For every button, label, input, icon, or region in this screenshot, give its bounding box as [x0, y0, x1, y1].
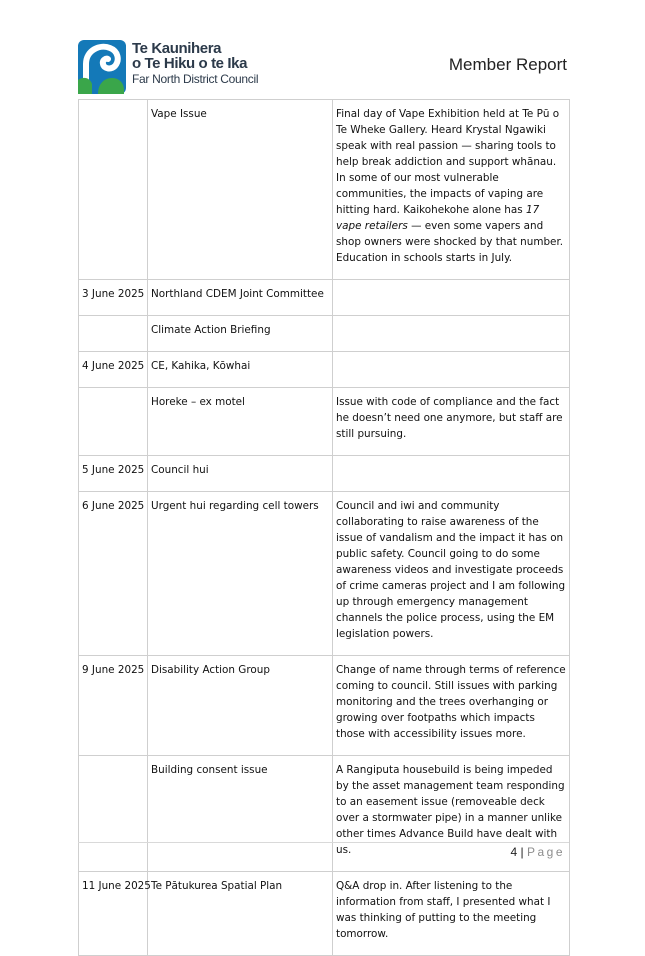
row-notes-emphasis: 17 vape retailers — [336, 204, 540, 232]
row-notes: A Rangiputa housebuild is being impeded by the asset management team responding to an easement issue (removeable deck over a stormwater pipe) in a manner unlike other times Advance Build have dealt with us. — [333, 756, 570, 872]
table-row — [79, 756, 570, 872]
row-item: Climate Action Briefing — [148, 316, 333, 352]
row-notes — [333, 352, 570, 388]
member-report-table — [78, 99, 570, 956]
row-item: Council hui — [148, 456, 333, 492]
row-item: Horeke – ex motel — [148, 388, 333, 456]
table-row — [79, 280, 570, 316]
page-label: Page — [526, 845, 565, 859]
row-date: 4 June 2025 — [79, 352, 148, 388]
row-item: Disability Action Group — [148, 656, 333, 756]
row-notes: Issue with code of compliance and the fact he doesn’t need one anymore, but staff are still pursuing. — [333, 388, 570, 456]
row-item: Vape Issue — [148, 100, 333, 280]
row-date — [79, 316, 148, 352]
row-notes — [333, 280, 570, 316]
page-separator: | — [520, 845, 524, 859]
row-notes — [333, 100, 570, 280]
page-title: Member Report — [448, 55, 567, 74]
row-date: 6 June 2025 — [79, 492, 148, 656]
row-notes: Council and iwi and community collaborating to raise awareness of the issue of vandalism and the impact it has on public safety. Council going to do some awareness videos and investigate proceeds of crime cameras project and I am following up through emergency management channels the police process, using the EM legislation powers. — [333, 492, 570, 656]
row-notes-text: — even some vapers and shop owners were shocked by that number. Education in schools starts in July. — [336, 220, 564, 264]
row-notes: Q&A drop in. After listening to the information from staff, I presented what I was thinking of putting to the meeting tomorrow. — [333, 872, 570, 956]
council-logo — [78, 40, 259, 96]
row-date — [79, 388, 148, 456]
table-row — [79, 100, 570, 280]
table-row — [79, 316, 570, 352]
page-number: 4 — [510, 845, 518, 859]
row-item: CE, Kahika, Kōwhai — [148, 352, 333, 388]
row-date: 3 June 2025 — [79, 280, 148, 316]
footer-divider — [78, 842, 569, 843]
table-row — [79, 352, 570, 388]
logo-text-line-3: Far North District Council — [132, 72, 259, 86]
row-notes — [333, 316, 570, 352]
table-row — [79, 872, 570, 956]
table-row — [79, 656, 570, 756]
row-date: 11 June 2025 — [79, 872, 148, 956]
row-notes-text: Final day of Vape Exhibition held at Te Pū o Te Wheke Gallery. Heard Krystal Ngawiki speak with real passion — sharing tools to help break addiction and support whānau. In some of our most vulnerable communities, the impacts of vaping are hitting hard. Kaikohekohe alone has — [336, 108, 560, 216]
row-date: 5 June 2025 — [79, 456, 148, 492]
table-row — [79, 492, 570, 656]
table-row — [79, 456, 570, 492]
row-item: Urgent hui regarding cell towers — [148, 492, 333, 656]
row-date: 9 June 2025 — [79, 656, 148, 756]
table-row — [79, 388, 570, 456]
row-notes — [333, 456, 570, 492]
row-item: Te Pātukurea Spatial Plan — [148, 872, 333, 956]
row-notes: Change of name through terms of reference coming to council. Still issues with parking monitoring and the trees overhanging or growing over footpaths which impacts those with accessibility issues more. — [333, 656, 570, 756]
page-footer — [510, 845, 565, 859]
row-date — [79, 100, 148, 280]
row-date — [79, 756, 148, 872]
row-item: Northland CDEM Joint Committee — [148, 280, 333, 316]
logo-text-line-2: o Te Hiku o te Ika — [132, 55, 248, 72]
logo-text-line-1: Te Kaunihera — [132, 40, 222, 57]
council-logo-icon — [78, 40, 126, 94]
row-item: Building consent issue — [148, 756, 333, 872]
